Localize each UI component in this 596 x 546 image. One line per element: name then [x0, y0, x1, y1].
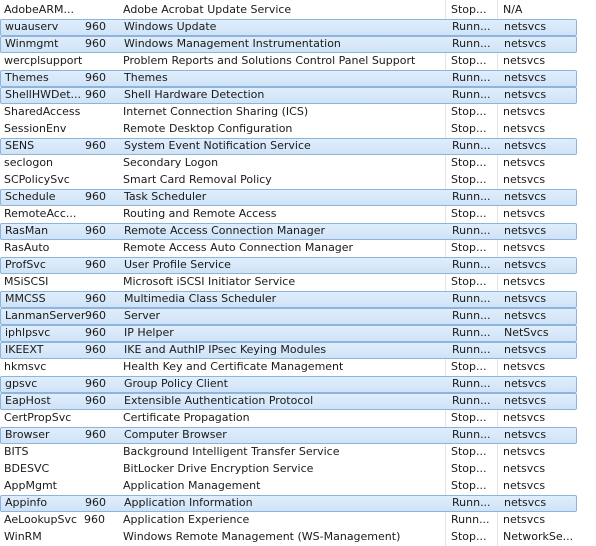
service-status: Stop...	[451, 479, 487, 492]
service-pid	[84, 206, 114, 223]
service-group: netsvcs	[503, 173, 546, 186]
service-group: netsvcs	[503, 513, 546, 526]
service-name: Themes	[5, 71, 49, 84]
service-pid	[84, 53, 114, 70]
service-row[interactable]	[0, 461, 596, 478]
service-status: Stop...	[451, 105, 487, 118]
service-name: AppMgmt	[4, 479, 57, 492]
service-row[interactable]	[0, 19, 577, 36]
service-pid: 960	[85, 258, 106, 271]
service-status: Runn...	[452, 258, 491, 271]
service-row[interactable]	[0, 223, 577, 240]
service-pid: 960	[85, 190, 106, 203]
service-row[interactable]	[0, 393, 577, 410]
service-pid: 960	[85, 496, 106, 509]
service-name: ShellHWDet...	[5, 88, 82, 101]
service-name: wuauserv	[5, 20, 59, 33]
service-name: BDESVC	[4, 462, 50, 475]
service-pid	[84, 2, 114, 19]
service-pid	[84, 529, 114, 546]
service-status: Runn...	[452, 88, 491, 101]
service-name: LanmanServer	[5, 309, 86, 322]
service-row[interactable]	[0, 529, 596, 546]
service-pid: 960	[85, 20, 106, 33]
service-description: Problem Reports and Solutions Control Panel Support	[123, 54, 416, 67]
service-pid: 960	[85, 37, 106, 50]
service-status: Runn...	[452, 326, 491, 339]
service-description: Task Scheduler	[124, 190, 207, 203]
service-status: Stop...	[451, 462, 487, 475]
service-row[interactable]	[0, 104, 596, 121]
service-group: netsvcs	[503, 105, 546, 118]
service-group: netsvcs	[504, 139, 547, 152]
service-description: Multimedia Class Scheduler	[124, 292, 277, 305]
service-description: Routing and Remote Access	[123, 207, 277, 220]
service-description: Remote Desktop Configuration	[123, 122, 293, 135]
service-group: netsvcs	[503, 445, 546, 458]
service-description: Remote Access Connection Manager	[124, 224, 326, 237]
service-description: User Profile Service	[124, 258, 231, 271]
service-group: netsvcs	[504, 292, 547, 305]
service-status: Stop...	[451, 241, 487, 254]
service-description: Background Intelligent Transfer Service	[123, 445, 340, 458]
service-status: Stop...	[451, 122, 487, 135]
service-group: netsvcs	[503, 54, 546, 67]
service-row[interactable]	[0, 427, 577, 444]
scrollbar-area[interactable]	[577, 0, 596, 546]
service-group: netsvcs	[503, 360, 546, 373]
service-status: Runn...	[452, 190, 491, 203]
service-row[interactable]	[0, 495, 577, 512]
service-pid: 960	[85, 139, 106, 152]
service-group: netsvcs	[504, 224, 547, 237]
service-description: Windows Management Instrumentation	[124, 37, 341, 50]
service-name: EapHost	[5, 394, 51, 407]
service-description: Application Management	[123, 479, 261, 492]
service-name: seclogon	[4, 156, 54, 169]
service-description: Extensible Authentication Protocol	[124, 394, 314, 407]
service-description: Themes	[124, 71, 168, 84]
service-row[interactable]	[0, 206, 596, 223]
service-row[interactable]	[0, 410, 596, 427]
service-row[interactable]	[0, 2, 596, 19]
service-name: ProfSvc	[5, 258, 46, 271]
service-row[interactable]	[0, 376, 577, 393]
service-description: Secondary Logon	[123, 156, 219, 169]
service-group: NetSvcs	[504, 326, 549, 339]
service-group: netsvcs	[504, 309, 547, 322]
service-pid: 960	[85, 326, 106, 339]
service-name: BITS	[4, 445, 29, 458]
service-description: Remote Access Auto Connection Manager	[123, 241, 354, 254]
service-name: Winmgmt	[5, 37, 59, 50]
service-name: SharedAccess	[4, 105, 81, 118]
service-description: Computer Browser	[124, 428, 227, 441]
service-group: netsvcs	[504, 37, 547, 50]
service-name: SessionEnv	[4, 122, 67, 135]
service-pid: 960	[85, 88, 106, 101]
service-description: Smart Card Removal Policy	[123, 173, 272, 186]
service-group: netsvcs	[504, 394, 547, 407]
service-status: Runn...	[452, 139, 491, 152]
service-group: netsvcs	[504, 190, 547, 203]
service-status: Stop...	[451, 530, 487, 543]
service-name: hkmsvc	[4, 360, 47, 373]
service-name: MSiSCSI	[4, 275, 49, 288]
service-name: SENS	[5, 139, 35, 152]
service-status: Runn...	[452, 20, 491, 33]
service-pid: 960	[85, 71, 106, 84]
service-description: System Event Notification Service	[124, 139, 311, 152]
service-pid	[84, 461, 114, 478]
services-list	[0, 2, 596, 546]
service-pid	[84, 104, 114, 121]
service-status: Runn...	[452, 377, 491, 390]
service-status: Stop...	[451, 360, 487, 373]
service-description: Adobe Acrobat Update Service	[123, 3, 292, 16]
service-description: Windows Update	[124, 20, 217, 33]
service-name: RemoteAcc...	[4, 207, 77, 220]
service-row[interactable]	[0, 478, 596, 495]
service-group: netsvcs	[504, 343, 547, 356]
service-name: Browser	[5, 428, 50, 441]
service-status: Runn...	[451, 513, 490, 526]
service-status: Stop...	[451, 3, 487, 16]
service-group: netsvcs	[504, 428, 547, 441]
service-status: Runn...	[452, 37, 491, 50]
service-status: Stop...	[451, 411, 487, 424]
service-name: SCPolicySvc	[4, 173, 70, 186]
service-name: AeLookupSvc	[4, 513, 78, 526]
service-status: Stop...	[451, 275, 487, 288]
service-pid	[84, 410, 114, 427]
service-row[interactable]	[0, 70, 577, 87]
service-row[interactable]	[0, 444, 596, 461]
service-status: Stop...	[451, 156, 487, 169]
service-name: AdobeARM...	[4, 3, 74, 16]
service-group: netsvcs	[504, 20, 547, 33]
service-pid: 960	[85, 394, 106, 407]
service-name: RasMan	[5, 224, 49, 237]
service-row[interactable]	[0, 189, 577, 206]
service-description: Shell Hardware Detection	[124, 88, 265, 101]
service-name: iphlpsvc	[5, 326, 51, 339]
service-group: netsvcs	[503, 275, 546, 288]
service-pid: 960	[84, 513, 105, 526]
service-status: Runn...	[452, 224, 491, 237]
service-name: CertPropSvc	[4, 411, 72, 424]
service-description: Certificate Propagation	[123, 411, 250, 424]
service-pid	[84, 240, 114, 257]
service-row[interactable]	[0, 172, 596, 189]
service-group: netsvcs	[504, 258, 547, 271]
service-description: Windows Remote Management (WS-Management)	[123, 530, 401, 543]
service-status: Runn...	[452, 309, 491, 322]
service-row[interactable]	[0, 291, 577, 308]
service-pid	[84, 172, 114, 189]
service-group: netsvcs	[503, 241, 546, 254]
service-row[interactable]	[0, 87, 577, 104]
service-status: Runn...	[452, 343, 491, 356]
service-group: netsvcs	[503, 479, 546, 492]
service-group: netsvcs	[503, 462, 546, 475]
service-row[interactable]	[0, 342, 577, 359]
service-status: Stop...	[451, 173, 487, 186]
service-row[interactable]	[0, 274, 596, 291]
service-description: Server	[124, 309, 161, 322]
service-pid: 960	[85, 224, 106, 237]
service-description: IP Helper	[124, 326, 174, 339]
service-group: N/A	[503, 3, 523, 16]
service-name: gpsvc	[5, 377, 38, 390]
service-description: Group Policy Client	[124, 377, 228, 390]
service-row[interactable]	[0, 138, 577, 155]
service-name: WinRM	[4, 530, 42, 543]
service-name: IKEEXT	[5, 343, 44, 356]
service-description: Microsoft iSCSI Initiator Service	[123, 275, 296, 288]
service-name: RasAuto	[4, 241, 50, 254]
service-group: NetworkSe...	[503, 530, 574, 543]
service-pid	[84, 274, 114, 291]
service-status: Stop...	[451, 207, 487, 220]
service-pid	[84, 444, 114, 461]
service-status: Runn...	[452, 292, 491, 305]
service-pid: 960	[85, 377, 106, 390]
service-row[interactable]	[0, 512, 596, 529]
service-description: Internet Connection Sharing (ICS)	[123, 105, 309, 118]
service-pid	[84, 478, 114, 495]
service-status: Runn...	[452, 71, 491, 84]
service-name: MMCSS	[5, 292, 46, 305]
service-status: Runn...	[452, 428, 491, 441]
service-group: netsvcs	[504, 88, 547, 101]
service-row[interactable]	[0, 53, 596, 70]
service-pid	[84, 155, 114, 172]
service-group: netsvcs	[503, 122, 546, 135]
service-pid: 960	[85, 292, 106, 305]
service-group: netsvcs	[504, 377, 547, 390]
service-group: netsvcs	[503, 207, 546, 220]
service-name: wercplsupport	[4, 54, 83, 67]
service-status: Runn...	[452, 496, 491, 509]
service-row[interactable]	[0, 308, 577, 325]
service-row[interactable]	[0, 121, 596, 138]
service-group: netsvcs	[503, 411, 546, 424]
service-pid	[84, 359, 114, 376]
service-description: BitLocker Drive Encryption Service	[123, 462, 314, 475]
service-status: Stop...	[451, 54, 487, 67]
service-group: netsvcs	[504, 496, 547, 509]
service-row[interactable]	[0, 155, 596, 172]
service-name: Appinfo	[5, 496, 48, 509]
service-status: Runn...	[452, 394, 491, 407]
service-row[interactable]	[0, 36, 577, 53]
service-pid: 960	[85, 309, 106, 322]
service-description: Application Experience	[123, 513, 250, 526]
service-pid: 960	[85, 343, 106, 356]
service-description: IKE and AuthIP IPsec Keying Modules	[124, 343, 327, 356]
service-group: netsvcs	[503, 156, 546, 169]
service-description: Application Information	[124, 496, 253, 509]
service-pid: 960	[85, 428, 106, 441]
service-pid	[84, 121, 114, 138]
service-row[interactable]	[0, 257, 577, 274]
service-group: netsvcs	[504, 71, 547, 84]
service-name: Schedule	[5, 190, 56, 203]
service-row[interactable]	[0, 359, 596, 376]
service-status: Stop...	[451, 445, 487, 458]
service-description: Health Key and Certificate Management	[123, 360, 344, 373]
service-row[interactable]	[0, 240, 596, 257]
service-row[interactable]	[0, 325, 577, 342]
